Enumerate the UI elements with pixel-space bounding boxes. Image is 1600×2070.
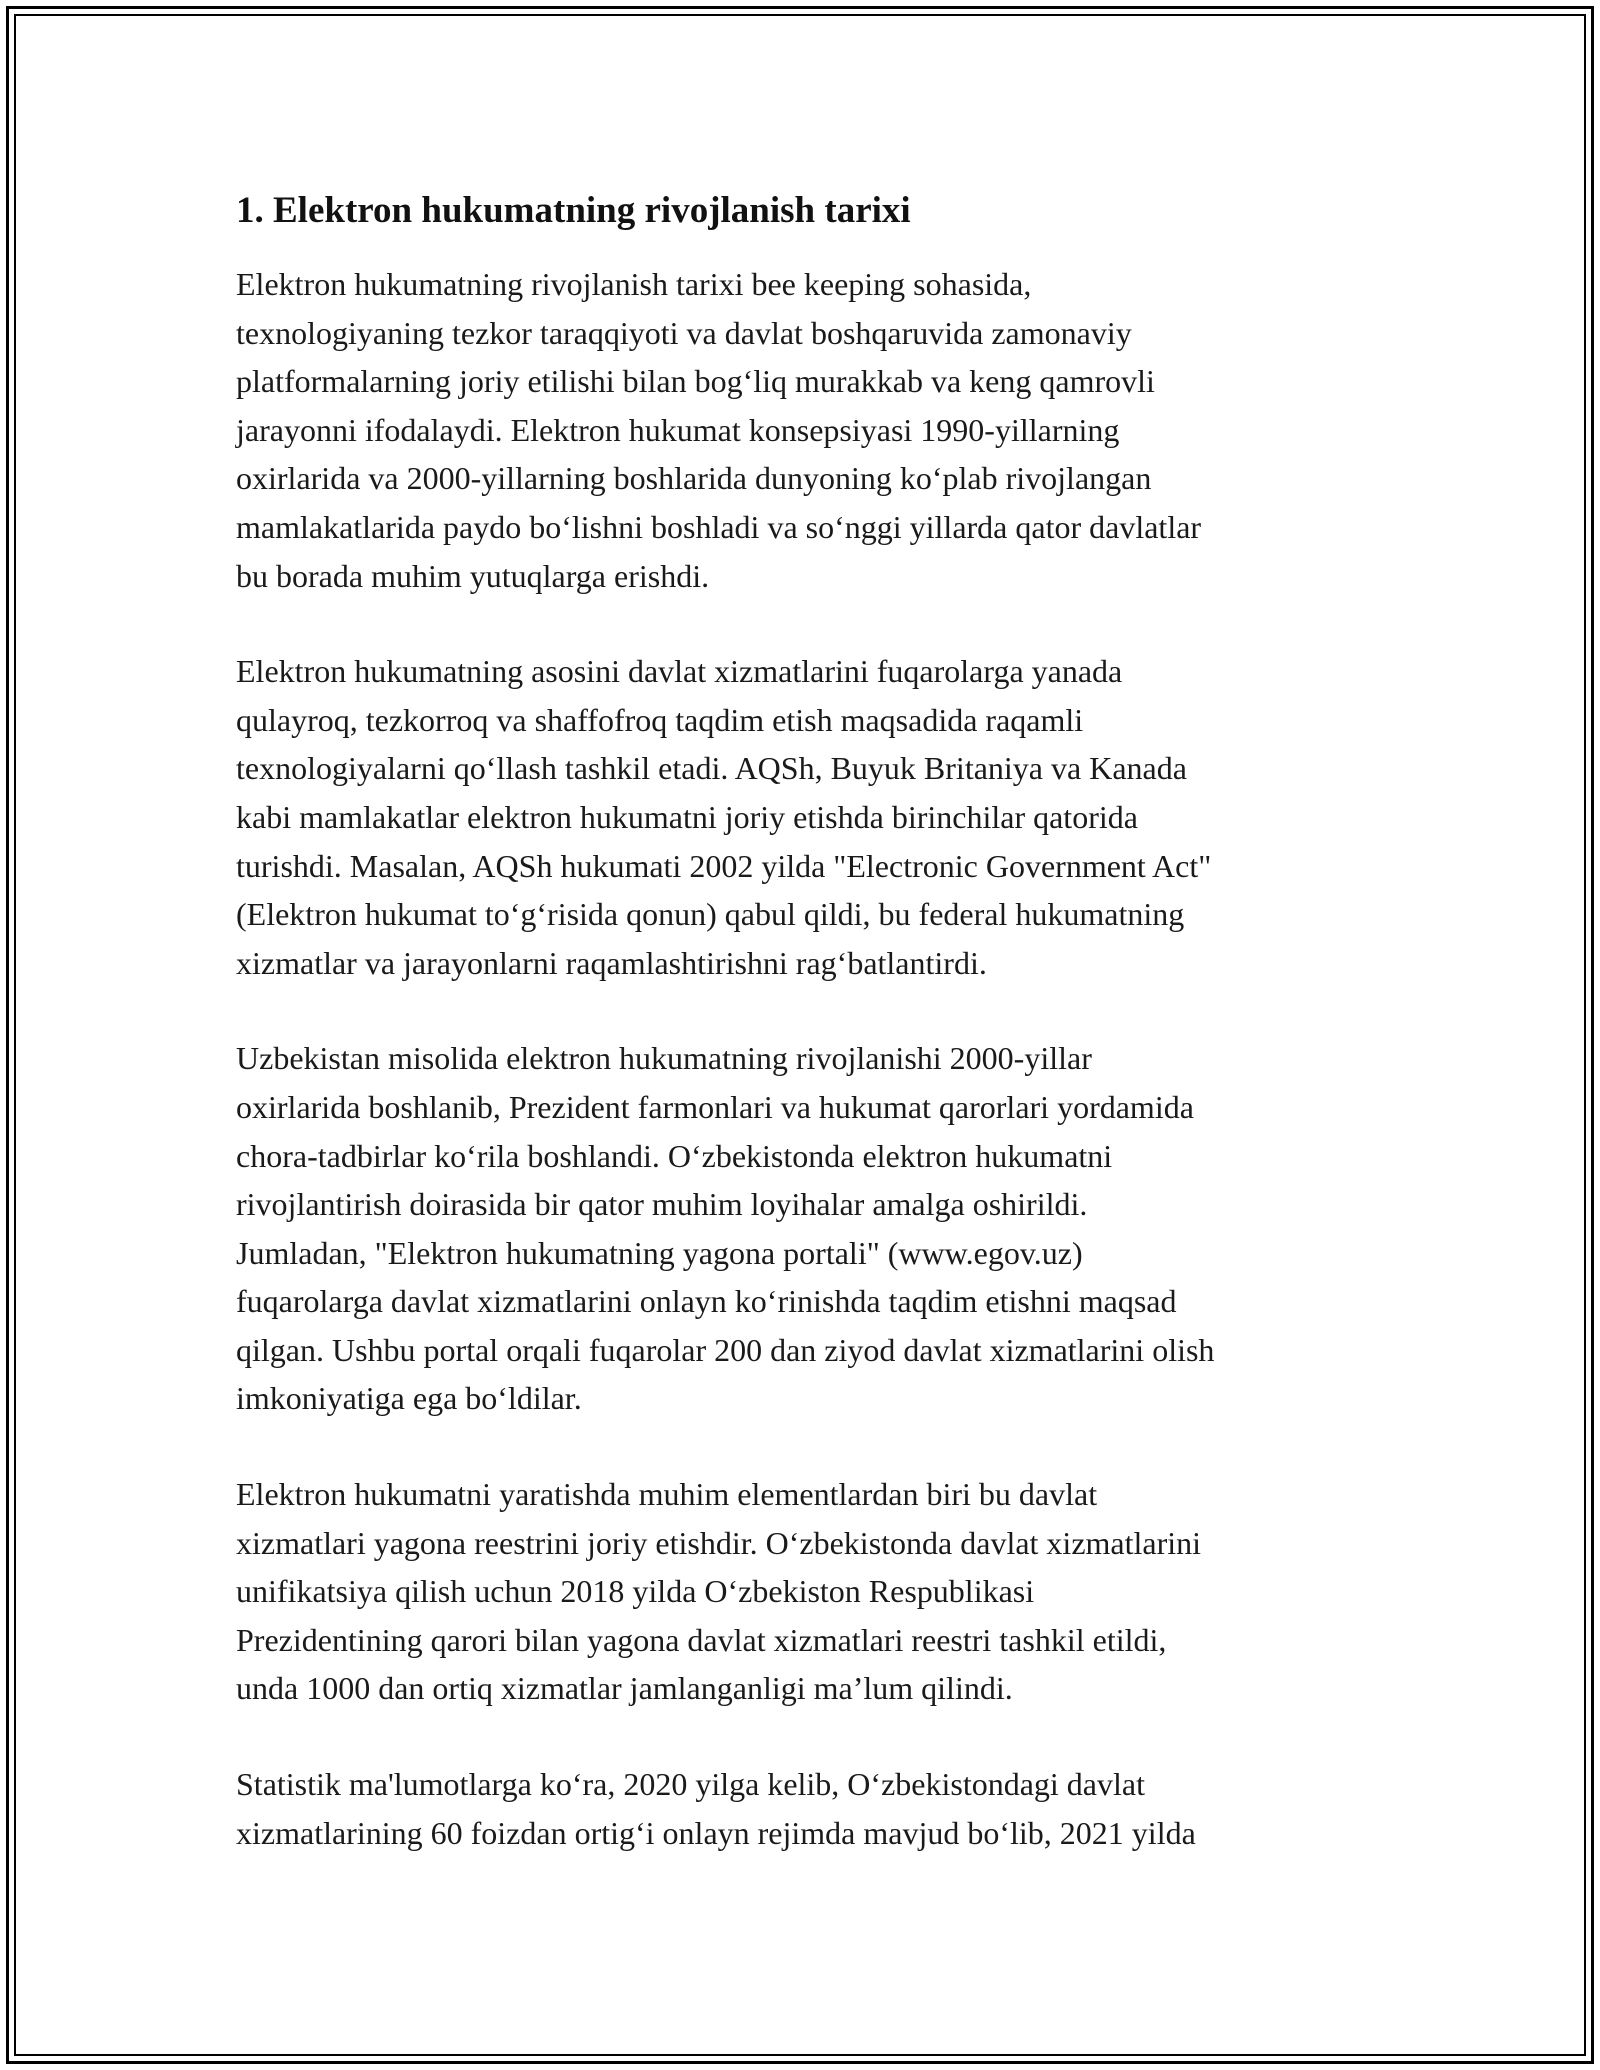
text-line: Prezidentining qarori bilan yagona davlat xizmatlari reestri tashkil etildi, bbox=[236, 1621, 1167, 1658]
text-line: platformalarning joriy etilishi bilan bog‘liq murakkab va keng qamrovli bbox=[236, 363, 1155, 400]
text-line: mamlakatlarida paydo bo‘lishni boshladi va so‘nggi yillarda qator davlatlar bbox=[236, 508, 1202, 545]
text-line: rivojlantirish doirasida bir qator muhim loyihalar amalga oshirildi. bbox=[236, 1186, 1088, 1223]
text-line: qulayroq, tezkorroq va shaffofroq taqdim etish maqsadida raqamli bbox=[236, 701, 1084, 738]
text-line: xizmatlarining 60 foizdan ortig‘i onlayn rejimda mavjud bo‘lib, 2021 yilda bbox=[236, 1814, 1196, 1851]
text-line: Uzbekistan misolida elektron hukumatning rivojlanishi 2000-yillar bbox=[236, 1040, 1092, 1077]
text-line: xizmatlar va jarayonlarni raqamlashtirishni rag‘batlantirdi. bbox=[236, 944, 987, 981]
text-line: fuqarolarga davlat xizmatlarini onlayn ko‘rinishda taqdim etishni maqsad bbox=[236, 1283, 1177, 1320]
text-line: texnologiyaning tezkor taraqqiyoti va davlat boshqaruvida zamonaviy bbox=[236, 314, 1132, 351]
text-line: bu borada muhim yutuqlarga erishdi. bbox=[236, 557, 710, 594]
paragraph-1 bbox=[236, 260, 1386, 600]
paragraph-4 bbox=[236, 1470, 1386, 1713]
text-line: unifikatsiya qilish uchun 2018 yilda O‘zbekiston Respublikasi bbox=[236, 1573, 1035, 1610]
text-line: chora-tadbirlar ko‘rila boshlandi. O‘zbekistonda elektron hukumatni bbox=[236, 1137, 1113, 1174]
text-line: unda 1000 dan ortiq xizmatlar jamlanganligi ma’lum qilindi. bbox=[236, 1670, 1013, 1707]
text-line: Jumladan, "Elektron hukumatning yagona portali" (www.egov.uz) bbox=[236, 1234, 1083, 1271]
text-line: Statistik ma'lumotlarga ko‘ra, 2020 yilga kelib, O‘zbekistondagi davlat bbox=[236, 1766, 1145, 1803]
text-line: xizmatlari yagona reestrini joriy etishdir. O‘zbekistonda davlat xizmatlarini bbox=[236, 1524, 1202, 1561]
paragraph-2 bbox=[236, 647, 1386, 987]
text-line: texnologiyalarni qo‘llash tashkil etadi. AQSh, Buyuk Britaniya va Kanada bbox=[236, 750, 1187, 787]
text-line: (Elektron hukumat to‘g‘risida qonun) qabul qildi, bu federal hukumatning bbox=[236, 896, 1185, 933]
text-line: Elektron hukumatning rivojlanish tarixi bee keeping sohasida, bbox=[236, 266, 1032, 302]
paragraph-5 bbox=[236, 1760, 1386, 1857]
text-line: imkoniyatiga ega bo‘ldilar. bbox=[236, 1380, 582, 1417]
paragraph-3 bbox=[236, 1034, 1386, 1423]
text-line: oxirlarida va 2000-yillarning boshlarida dunyoning ko‘plab rivojlangan bbox=[236, 460, 1152, 497]
text-line: kabi mamlakatlar elektron hukumatni joriy etishda birinchilar qatorida bbox=[236, 798, 1138, 835]
text-line: jarayonni ifodalaydi. Elektron hukumat konsepsiyasi 1990-yillarning bbox=[236, 411, 1120, 448]
text-line: oxirlarida boshlanib, Prezident farmonlari va hukumat qarorlari yordamida bbox=[236, 1088, 1194, 1125]
text-line: Elektron hukumatning asosini davlat xizmatlarini fuqarolarga yanada bbox=[236, 653, 1123, 690]
text-line: Elektron hukumatni yaratishda muhim elementlardan biri bu davlat bbox=[236, 1476, 1098, 1513]
text-line: qilgan. Ushbu portal orqali fuqarolar 200 dan ziyod davlat xizmatlarini olish bbox=[236, 1331, 1215, 1368]
section-heading: 1. Elektron hukumatning rivojlanish tarixi bbox=[236, 190, 911, 231]
document-body bbox=[236, 188, 1386, 1904]
text-line: turishdi. Masalan, AQSh hukumati 2002 yilda "Electronic Government Act" bbox=[236, 847, 1212, 884]
